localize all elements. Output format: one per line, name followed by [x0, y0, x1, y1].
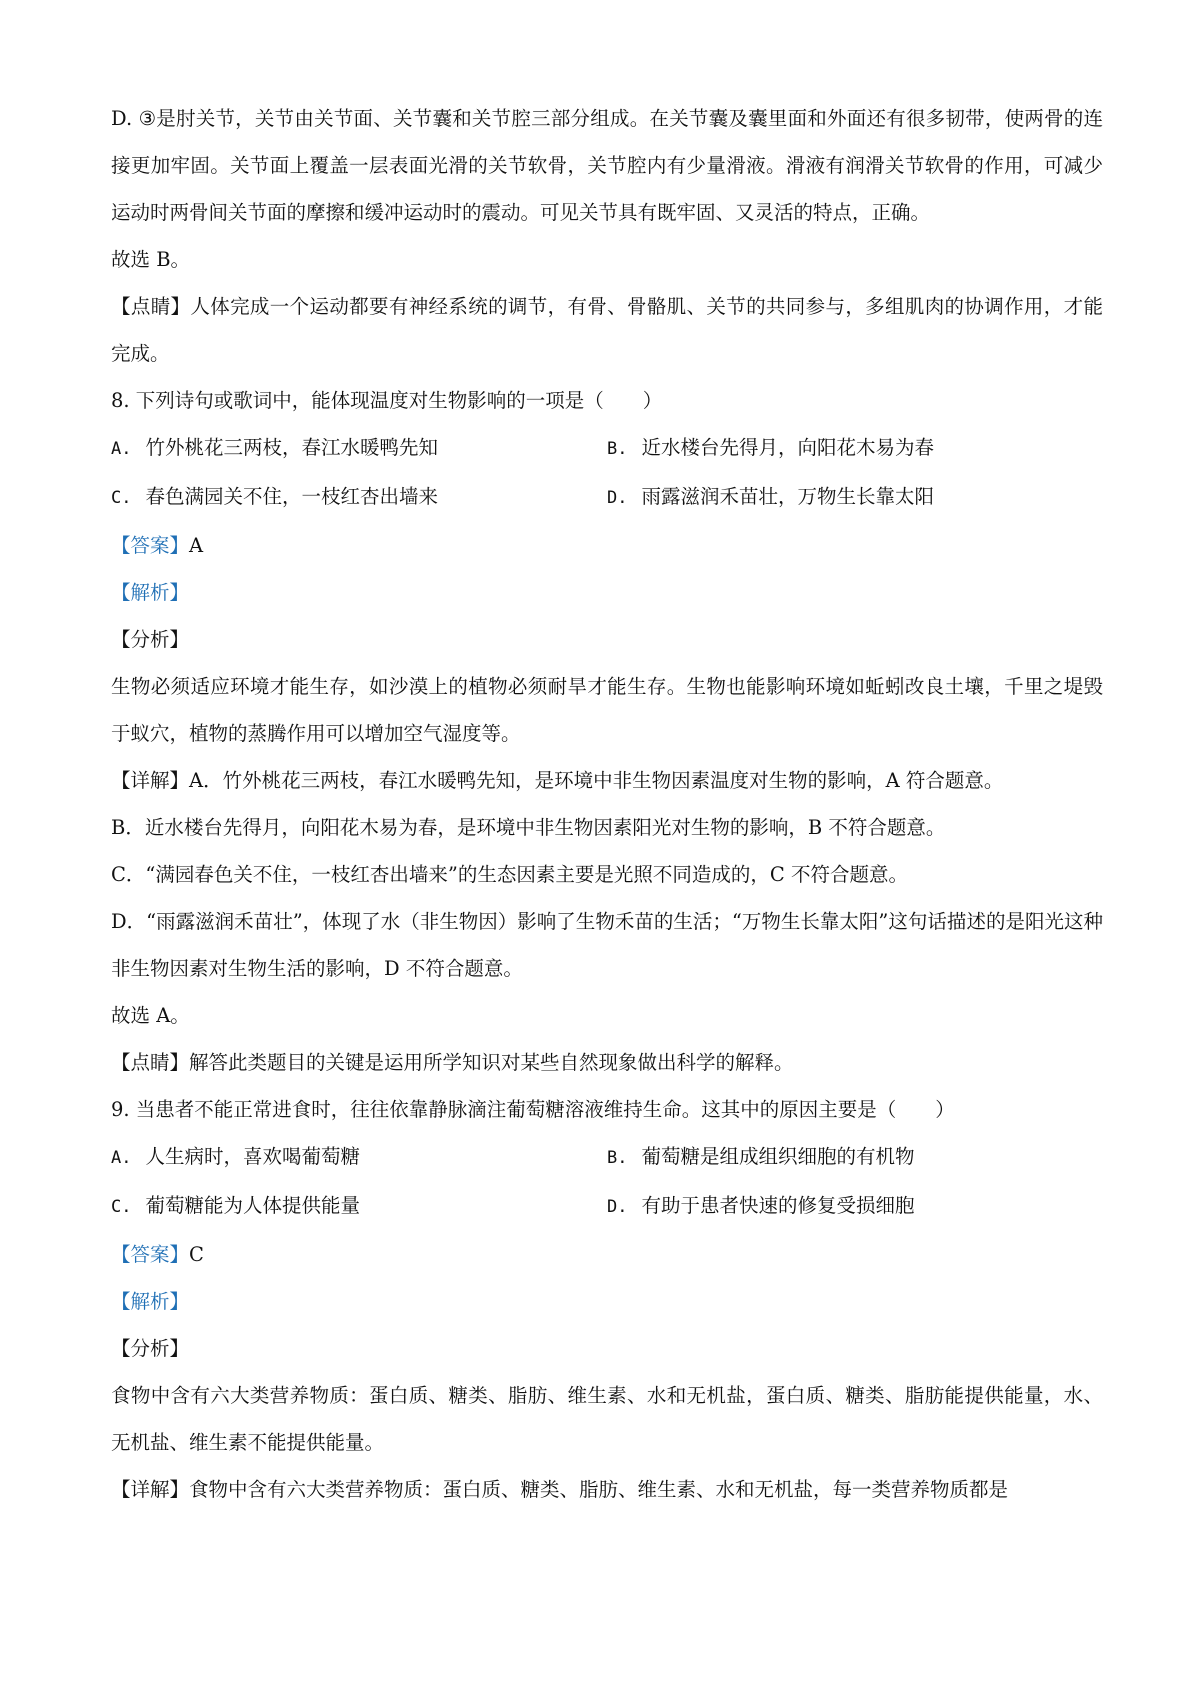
question-9-stem: 9. 当患者不能正常进食时，往往依靠静脉滴注葡萄糖溶液维持生命。这其中的原因主要是（ ）	[111, 1098, 955, 1121]
option-text: 葡萄糖能为人体提供能量	[145, 1194, 360, 1217]
document-page	[111, 95, 1103, 1513]
question-9-fenxi-label: 【分析】	[111, 1337, 190, 1360]
question-8-choose: 故选 A。	[111, 1004, 190, 1027]
question-8-xiangjie-c: C．“满园春色关不住，一枝红杏出墙来”的生态因素主要是光照不同造成的，C 不符合题意。	[111, 863, 908, 886]
question-9-answer	[111, 1231, 1103, 1278]
option-b	[607, 1133, 1103, 1182]
choose-answer-line: 故选 B。	[111, 248, 191, 271]
answer-label: 【答案】	[111, 534, 190, 557]
question-9-xiangjie	[111, 1466, 1103, 1513]
option-text: 人生病时，喜欢喝葡萄糖	[145, 1145, 360, 1168]
dianjing-paragraph	[111, 283, 1103, 377]
option-text: 雨露滋润禾苗壮，万物生长靠太阳	[641, 485, 934, 508]
option-c	[111, 473, 607, 522]
question-8-xiangjie-a	[111, 757, 1103, 804]
option-key: C.	[111, 488, 132, 508]
question-8-stem: 8. 下列诗句或歌词中，能体现温度对生物影响的一项是（ ）	[111, 389, 663, 412]
xiangjie-text: A．竹外桃花三两枝，春江水暖鸭先知，是环境中非生物因素温度对生物的影响，A 符合题意。	[189, 769, 1004, 792]
option-key: D.	[607, 1197, 628, 1217]
option-text: 春色满园关不住，一枝红杏出墙来	[145, 485, 438, 508]
question-8-answer	[111, 522, 1103, 569]
option-d	[607, 473, 1103, 522]
option-b	[607, 424, 1103, 473]
question-8-options-row-1	[111, 424, 1103, 473]
dianjing-text: 解答此类题目的关键是运用所学知识对某些自然现象做出科学的解释。	[189, 1051, 794, 1074]
question-8-fenxi-label: 【分析】	[111, 628, 190, 651]
option-key: A.	[111, 439, 132, 459]
option-key: A.	[111, 1148, 132, 1168]
question-8-fenxi-text: 生物必须适应环境才能生存，如沙漠上的植物必须耐旱才能生存。生物也能影响环境如蚯蚓改良土壤，千里之堤毁于蚁穴，植物的蒸腾作用可以增加空气湿度等。	[111, 675, 1103, 745]
xiangjie-label: 【详解】	[111, 769, 190, 792]
question-9-options-row-1	[111, 1133, 1103, 1182]
option-text: 有助于患者快速的修复受损细胞	[641, 1194, 915, 1217]
question-8-xiangjie-b: B．近水楼台先得月，向阳花木易为春，是环境中非生物因素阳光对生物的影响，B 不符合题意。	[111, 816, 946, 839]
option-a	[111, 1133, 607, 1182]
option-key: B.	[607, 1148, 628, 1168]
xiangjie-label: 【详解】	[111, 1478, 190, 1501]
question-9-jiexi-label: 【解析】	[111, 1290, 190, 1313]
question-9-fenxi-text: 食物中含有六大类营养物质：蛋白质、糖类、脂肪、维生素、水和无机盐，蛋白质、糖类、脂肪能提供能量，水、无机盐、维生素不能提供能量。	[111, 1384, 1103, 1454]
answer-value: C	[189, 1243, 204, 1266]
answer-label: 【答案】	[111, 1243, 190, 1266]
option-key: D.	[607, 488, 628, 508]
option-c	[111, 1182, 607, 1231]
option-text: 竹外桃花三两枝，春江水暖鸭先知	[145, 436, 438, 459]
option-d	[607, 1182, 1103, 1231]
dianjing-label: 【点睛】	[111, 295, 191, 318]
option-text: 葡萄糖是组成组织细胞的有机物	[641, 1145, 915, 1168]
question-9-options-row-2	[111, 1182, 1103, 1231]
dianjing-text: 人体完成一个运动都要有神经系统的调节，有骨、骨骼肌、关节的共同参与，多组肌肉的协调作用，才能完成。	[111, 295, 1103, 365]
option-a	[111, 424, 607, 473]
question-8-options-row-2	[111, 473, 1103, 522]
xiangjie-text: 食物中含有六大类营养物质：蛋白质、糖类、脂肪、维生素、水和无机盐，每一类营养物质都是	[189, 1478, 1009, 1501]
answer-value: A	[189, 534, 204, 557]
explanation-d-paragraph: D. ③是肘关节，关节由关节面、关节囊和关节腔三部分组成。在关节囊及囊里面和外面还有很多韧带，使两骨的连接更加牢固。关节面上覆盖一层表面光滑的关节软骨，关节腔内有少量滑液。滑液有润滑关节软骨的作用，可减少运动时两骨间关节面的摩擦和缓冲运动时的震动。可见关节具有既牢固、又灵活的特点，正确。	[111, 107, 1103, 224]
question-8-jiexi-label: 【解析】	[111, 581, 190, 604]
question-8-dianjing	[111, 1039, 1103, 1086]
question-8-xiangjie-d: D．“雨露滋润禾苗壮”，体现了水（非生物因）影响了生物禾苗的生活；“万物生长靠太阳”这句话描述的是阳光这种非生物因素对生物生活的影响，D 不符合题意。	[111, 910, 1103, 980]
option-key: B.	[607, 439, 628, 459]
option-text: 近水楼台先得月，向阳花木易为春	[641, 436, 934, 459]
dianjing-label: 【点睛】	[111, 1051, 190, 1074]
option-key: C.	[111, 1197, 132, 1217]
